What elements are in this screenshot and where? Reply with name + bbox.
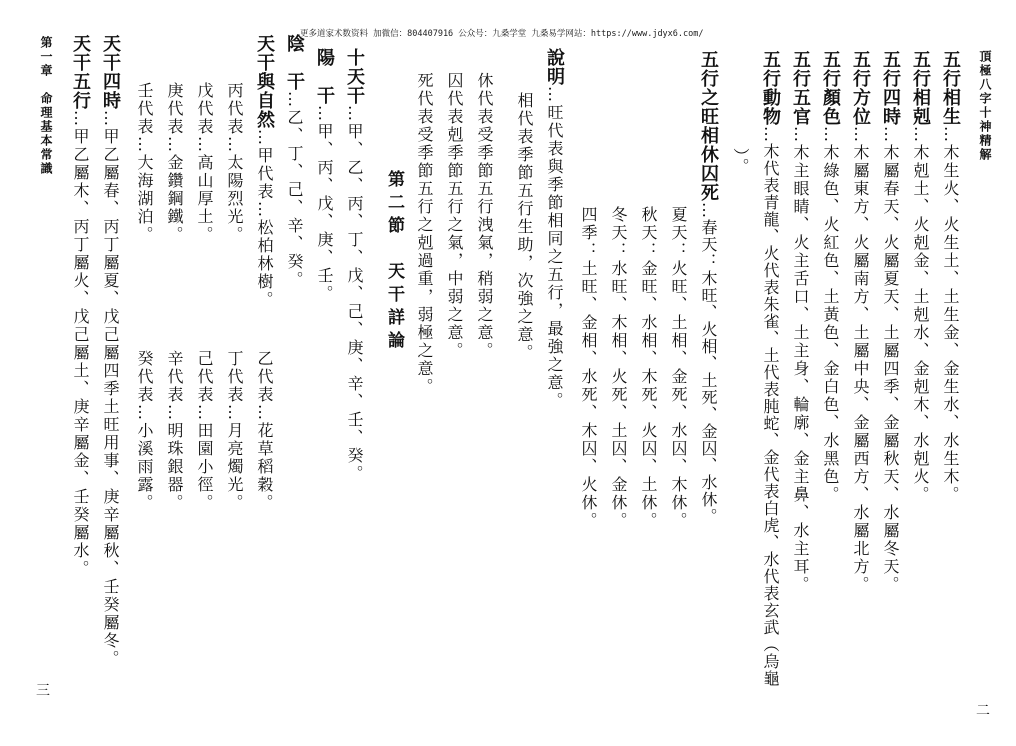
text-line-continuation: ）。 xyxy=(731,148,750,176)
nature-line: 丁代表…月亮燭光。 xyxy=(225,350,244,512)
explanation-line: 囚代表剋季節五行之氣，中弱之意。 xyxy=(445,72,464,360)
nature-line: 丙代表…太陽烈光。 xyxy=(225,82,244,244)
text-line xyxy=(850,50,870,594)
page-number: 二 xyxy=(976,703,990,719)
term-label: 天干四時 xyxy=(100,34,121,110)
season-line: 夏天：火旺、土相、金死、水囚、木休。 xyxy=(669,206,688,530)
explanation-line: 休代表受季節五行洩氣，稍弱之意。 xyxy=(475,72,494,360)
text-line xyxy=(880,50,900,594)
text-line xyxy=(910,50,930,504)
season-line: 四季：土旺、金相、水死、木囚、火休。 xyxy=(579,206,598,530)
stems-line xyxy=(344,48,364,483)
text-line xyxy=(940,50,960,504)
term-label: 陽 干 xyxy=(314,48,335,105)
term-label: 天干五行 xyxy=(70,34,91,110)
line-text: …甲乙屬木、丙丁屬火、戊己屬土、庚辛屬金、壬癸屬水。 xyxy=(71,110,90,578)
line-text: …木剋土、火剋金、土剋水、金剋木、水剋火。 xyxy=(911,126,930,504)
term-label: 五行五官 xyxy=(790,50,811,126)
term-label: 五行相剋 xyxy=(910,50,931,126)
line-text: …甲代表…松柏林樹。 xyxy=(255,129,274,309)
four-seasons-line xyxy=(100,34,120,668)
line-text: …甲、乙、丙、丁、戊、己、庚、辛、壬、癸。 xyxy=(345,105,364,483)
term-label: 五行顏色 xyxy=(820,50,841,126)
yin-stems-line xyxy=(284,34,304,289)
season-line: 秋天：金旺、水相、木死、火囚、土休。 xyxy=(639,206,658,530)
term-label: 五行相生 xyxy=(940,50,961,126)
term-label: 五行四時 xyxy=(880,50,901,126)
term-label: 陰 干 xyxy=(284,34,305,91)
line-text: …木代表青龍、火代表朱雀、土代表肫蛇、金代表白虎、水代表玄武（烏龜 xyxy=(761,126,780,687)
nature-line xyxy=(254,34,274,309)
yang-stems-line xyxy=(314,48,334,303)
watermark-text: 更多道家术数资料 加微信：804407916 公众号：九桑学堂 九桑易学网站：https://www.jdyx6.com/ xyxy=(300,29,704,39)
line-text: …甲乙屬春、丙丁屬夏、戊己屬四季土旺用事、庚辛屬秋、壬癸屬冬。 xyxy=(101,110,120,668)
line-text: …木生火、火生土、土生金、金生水、水生木。 xyxy=(941,126,960,504)
chapter-header: 第一章 命理基本常識 xyxy=(39,36,53,176)
nature-line: 癸代表…小溪雨露。 xyxy=(135,350,154,512)
page-header: 頂極八字十神精解 xyxy=(978,50,992,162)
line-text: …木屬春天、火屬夏天、土屬四季、金屬秋天、水屬冬天。 xyxy=(881,126,900,594)
line-text: …春天：木旺、火相、土死、金囚、水休。 xyxy=(699,202,718,525)
right-page xyxy=(508,0,1016,746)
explanation-line: 死代表受季節五行之剋過重，弱極之意。 xyxy=(415,72,434,396)
nature-line: 乙代表…花草稻穀。 xyxy=(255,350,274,512)
line-text: …木屬東方、火屬南方、土屬中央、金屬西方、水屬北方。 xyxy=(851,126,870,594)
line-text: …旺代表與季節相同之五行，最強之意。 xyxy=(545,86,564,410)
text-line xyxy=(790,50,810,594)
line-text: …木綠色、火紅色、土黃色、金白色、水黑色。 xyxy=(821,126,840,504)
nature-line: 壬代表…大海湖泊。 xyxy=(135,82,154,244)
term-label: 說明 xyxy=(544,48,565,86)
term-label: 五行動物 xyxy=(760,50,781,126)
five-elements-line xyxy=(70,34,90,578)
text-line xyxy=(760,50,780,687)
season-line: 冬天：水旺、木相、火死、土囚、金休。 xyxy=(609,206,628,530)
wangxiang-heading-line xyxy=(698,50,718,525)
line-text: …甲、丙、戊、庚、壬。 xyxy=(315,105,334,303)
term-label: 十天干 xyxy=(344,48,365,105)
section-title: 第二節 天干詳論 xyxy=(384,170,404,354)
nature-line: 辛代表…明珠銀器。 xyxy=(165,350,184,512)
term-label: 五行之旺相休囚死 xyxy=(698,50,719,202)
explanation-line: 相代表季節五行生助，次強之意。 xyxy=(515,92,534,362)
page-number: 三 xyxy=(36,683,50,699)
explanation-line xyxy=(544,48,564,410)
nature-line: 己代表…田園小徑。 xyxy=(195,350,214,512)
term-label: 五行方位 xyxy=(850,50,871,126)
nature-line: 戊代表…高山厚土。 xyxy=(195,82,214,244)
term-label: 天干與自然 xyxy=(254,34,275,129)
line-text: …木主眼睛、火主舌口、土主身、輪廓、金主鼻、水主耳。 xyxy=(791,126,810,594)
nature-line: 庚代表…金鑽鋼鐵。 xyxy=(165,82,184,244)
line-text: …乙、丁、己、辛、癸。 xyxy=(285,91,304,289)
text-line xyxy=(820,50,840,504)
